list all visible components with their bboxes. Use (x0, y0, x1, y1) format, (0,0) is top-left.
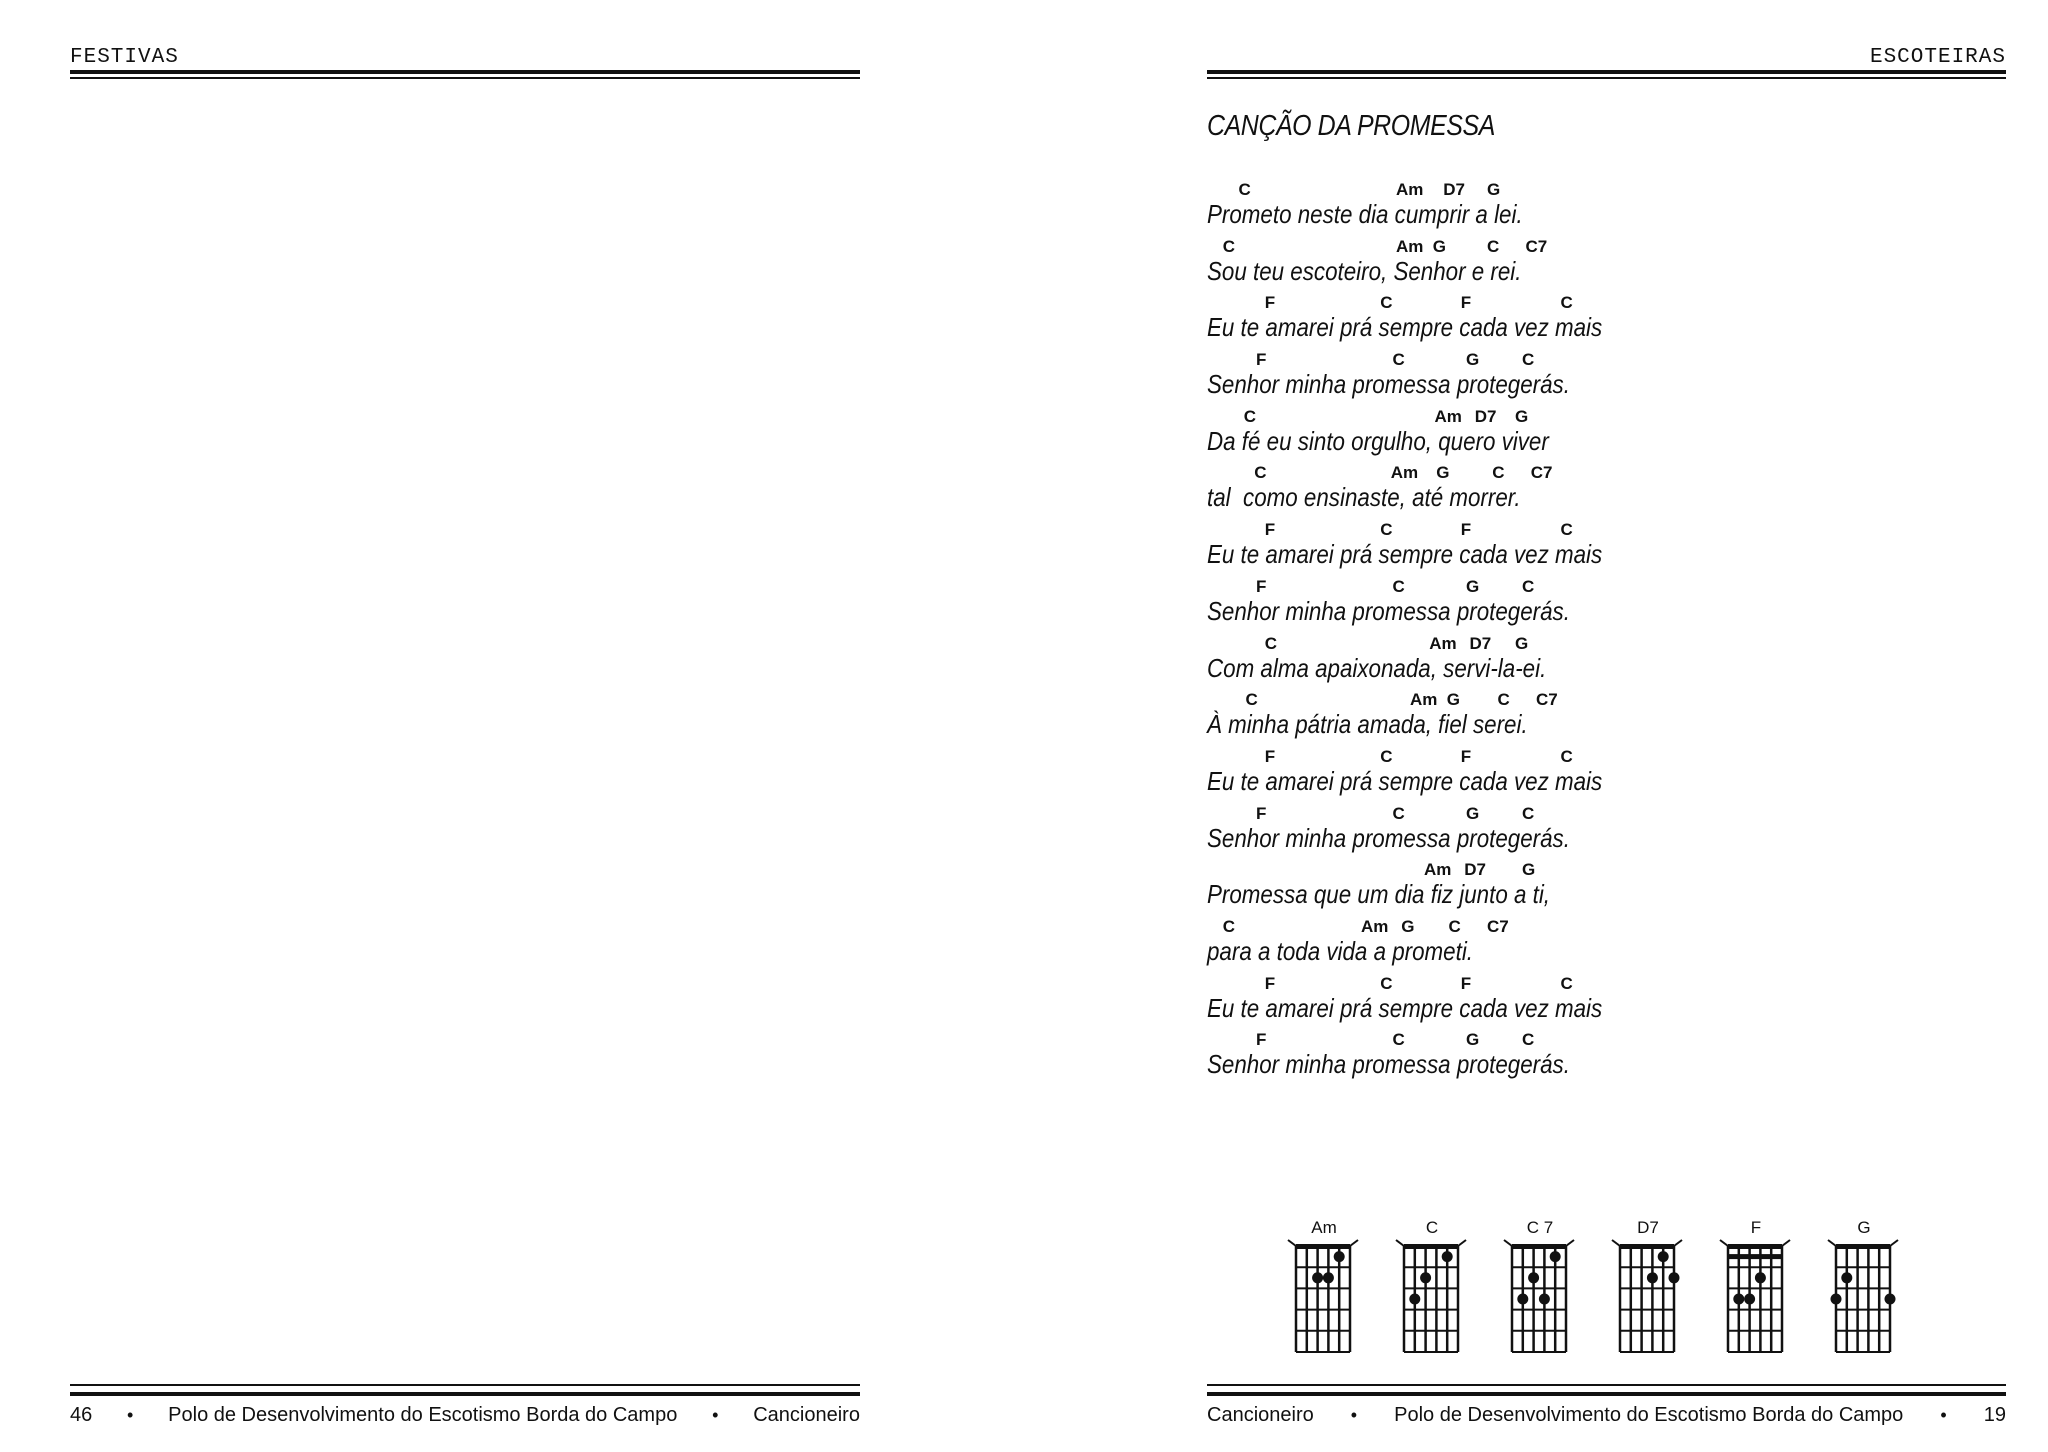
chord-label: C (1522, 576, 1535, 596)
chord-label: G (1446, 690, 1460, 710)
chord-label: F (1264, 746, 1276, 766)
chord-label: C (1392, 1030, 1405, 1050)
finger-dot (1550, 1251, 1561, 1262)
nut (1620, 1244, 1674, 1249)
chord-chart-name: F (1750, 1218, 1762, 1237)
chord-label: C (1487, 236, 1500, 256)
nut-flare (1566, 1240, 1574, 1246)
lyric-line: Eu te amarei prá sempre cada vez mais (1207, 992, 1603, 1023)
nut-flare (1396, 1240, 1404, 1246)
chord-label: F (1256, 350, 1267, 370)
chord-row (1207, 180, 1907, 200)
chord-label: C (1522, 350, 1535, 370)
chord-label: G (1432, 236, 1446, 256)
nut-flare (1782, 1240, 1790, 1246)
lyric-line: Senhor minha promessa protegerás. (1207, 369, 1570, 400)
chord-row (1207, 1030, 1907, 1050)
nut-flare (1612, 1240, 1620, 1246)
chord-label: C (1497, 690, 1510, 710)
chord-label: C (1560, 520, 1573, 540)
page-number: 19 (1983, 1404, 2006, 1426)
finger-dot (1420, 1272, 1431, 1283)
chord-chart (1610, 1218, 1686, 1358)
chord-label: C (1380, 293, 1393, 313)
nut (1296, 1244, 1350, 1249)
nut (1836, 1244, 1890, 1249)
page-number: 46 (70, 1404, 93, 1426)
chord-label: G (1466, 1030, 1480, 1050)
section-label: FESTIVAS (70, 46, 179, 69)
chord-row (1207, 463, 1907, 483)
book-title: Cancioneiro (753, 1404, 860, 1426)
chord-label: C (1222, 916, 1236, 936)
chord-label: C7 (1525, 236, 1548, 256)
chord-label: C (1243, 406, 1257, 426)
chord-label: C (1392, 803, 1405, 823)
nut (1728, 1244, 1782, 1249)
header-rule (1207, 70, 2006, 74)
chord-label: G (1466, 576, 1480, 596)
chord-label: C (1254, 463, 1267, 483)
nut-flare (1720, 1240, 1728, 1246)
chord-row (1207, 634, 1907, 654)
chord-label: Am (1396, 180, 1424, 199)
chord-label: C (1522, 803, 1535, 823)
finger-dot (1669, 1272, 1680, 1283)
chord-label: G (1436, 463, 1450, 483)
chord-chart (1718, 1218, 1794, 1358)
lyric-line: Eu te amarei prá sempre cada vez mais (1207, 312, 1603, 343)
lyric-line: Prometo neste dia cumprir a lei. (1207, 199, 1523, 229)
section-label: ESCOTEIRAS (1869, 46, 2006, 69)
finger-dot (1517, 1294, 1528, 1305)
verse-line (1207, 293, 1907, 350)
verse-line (1207, 747, 1907, 804)
lyric-line: Senhor minha promessa protegerás. (1207, 595, 1570, 626)
chord-label: C (1380, 746, 1393, 766)
footer-rule (70, 1392, 860, 1396)
chord-chart-name: G (1857, 1218, 1871, 1237)
fretboard-diagram (1718, 1236, 1794, 1356)
lyric-line: Da fé eu sinto orgulho, quero viver (1207, 425, 1549, 456)
nut-flare (1890, 1240, 1898, 1246)
finger-dot (1885, 1294, 1896, 1305)
chord-label: Am (1361, 916, 1389, 936)
nut (1404, 1244, 1458, 1249)
verse-line (1207, 974, 1907, 1031)
page-footer (1207, 1404, 2006, 1427)
page-footer (70, 1404, 860, 1427)
chord-label: F (1264, 520, 1276, 540)
footer-bullet: • (1940, 1405, 1947, 1425)
book-title: Cancioneiro (1207, 1404, 1314, 1426)
chord-label: Am (1434, 406, 1462, 426)
verse-line (1207, 1030, 1907, 1087)
chord-label: Am (1424, 860, 1452, 880)
chord-label: C (1522, 1030, 1535, 1050)
chord-label: G (1466, 350, 1480, 370)
chord-label: F (1256, 1030, 1267, 1050)
lyric-line: para a toda vida a prometi. (1207, 935, 1473, 966)
chord-row (1207, 747, 1907, 767)
chord-row (1207, 350, 1907, 370)
chord-row (1207, 520, 1907, 540)
chord-label: G (1487, 180, 1501, 199)
finger-dot (1755, 1272, 1766, 1283)
chord-chart (1502, 1218, 1578, 1358)
verse-line (1207, 463, 1907, 520)
chord-label: C (1245, 690, 1258, 710)
lyric-line: Senhor minha promessa protegerás. (1207, 1049, 1570, 1080)
chord-label: G (1522, 860, 1536, 880)
verse-line (1207, 804, 1907, 861)
chord-row (1207, 577, 1907, 597)
fretboard-diagram (1502, 1236, 1578, 1356)
chord-label: C (1560, 746, 1573, 766)
chord-label: F (1460, 746, 1472, 766)
lyric-line: Eu te amarei prá sempre cada vez mais (1207, 765, 1603, 796)
chord-label: D7 (1469, 633, 1492, 653)
chord-row (1207, 860, 1907, 880)
finger-dot (1312, 1272, 1323, 1283)
chord-label: C (1380, 973, 1393, 993)
chord-chart (1286, 1218, 1362, 1358)
chord-label: C7 (1487, 916, 1509, 936)
finger-dot (1323, 1272, 1334, 1283)
footer-rule (1207, 1392, 2006, 1396)
verse-line (1207, 690, 1907, 747)
header-rule-thin (1207, 77, 2006, 79)
verse-line (1207, 520, 1907, 577)
chord-label: D7 (1474, 406, 1497, 426)
finger-dot (1647, 1272, 1658, 1283)
finger-dot (1528, 1272, 1539, 1283)
chord-label: F (1256, 803, 1267, 823)
footer-bullet: • (127, 1405, 134, 1425)
nut-flare (1288, 1240, 1296, 1246)
finger-dot (1334, 1251, 1345, 1262)
chord-row (1207, 804, 1907, 824)
chord-row (1207, 917, 1907, 937)
chord-label: Am (1429, 633, 1457, 653)
chord-row (1207, 293, 1907, 313)
chord-label: F (1256, 576, 1267, 596)
chord-label: G (1515, 633, 1529, 653)
lyric-line: Sou teu escoteiro, Senhor e rei. (1207, 255, 1522, 286)
chord-label: C (1560, 973, 1573, 993)
chord-chart (1394, 1218, 1470, 1358)
header-rule (70, 70, 860, 74)
chord-label: C (1238, 180, 1251, 199)
finger-dot (1658, 1251, 1669, 1262)
lyric-line: Senhor minha promessa protegerás. (1207, 822, 1570, 853)
finger-dot (1733, 1294, 1744, 1305)
verse-line (1207, 917, 1907, 974)
finger-dot (1744, 1294, 1755, 1305)
song-title: CANÇÃO DA PROMESSA (1207, 110, 1495, 142)
chord-label: C (1392, 576, 1405, 596)
chord-label: C (1380, 520, 1393, 540)
song-lyrics (1207, 180, 1907, 1087)
fretboard-diagram (1394, 1236, 1470, 1356)
lyric-line: Com alma apaixonada, servi-la-ei. (1207, 652, 1547, 683)
chord-label: C (1448, 916, 1461, 936)
organization-name: Polo de Desenvolvimento do Escotismo Borda do Campo (1394, 1404, 1904, 1426)
footer-bullet: • (1350, 1405, 1358, 1425)
finger-dot (1831, 1294, 1842, 1305)
fretboard-diagram (1286, 1236, 1362, 1356)
finger-dot (1841, 1272, 1852, 1283)
footer-bullet: • (712, 1405, 719, 1425)
lyric-line: Promessa que um dia fiz junto a ti, (1207, 879, 1551, 910)
chord-label: C (1392, 350, 1405, 370)
header-rule-thin (70, 77, 860, 79)
footer-rule-thin (1207, 1384, 2006, 1386)
chord-chart-name: D7 (1637, 1218, 1659, 1237)
nut-flare (1828, 1240, 1836, 1246)
verse-line (1207, 180, 1907, 237)
organization-name: Polo de Desenvolvimento do Escotismo Borda do Campo (168, 1404, 678, 1426)
verse-line (1207, 237, 1907, 294)
chord-row (1207, 407, 1907, 427)
chord-label: G (1515, 406, 1529, 426)
chord-label: Am (1410, 690, 1438, 710)
nut-flare (1458, 1240, 1466, 1246)
chord-row (1207, 237, 1907, 257)
finger-dot (1409, 1294, 1420, 1305)
chord-label: F (1460, 973, 1472, 993)
chord-row (1207, 690, 1907, 710)
nut-flare (1504, 1240, 1512, 1246)
nut (1512, 1244, 1566, 1249)
verse-line (1207, 860, 1907, 917)
right-page (1024, 0, 2048, 1452)
chord-label: C7 (1536, 690, 1558, 710)
finger-dot (1539, 1294, 1550, 1305)
lyric-line: À minha pátria amada, fiel serei. (1207, 709, 1528, 740)
chord-label: D7 (1443, 180, 1465, 199)
nut-flare (1350, 1240, 1358, 1246)
verse-line (1207, 577, 1907, 634)
chord-label: F (1460, 293, 1472, 313)
chord-charts (1286, 1218, 1946, 1358)
chord-chart-name: C 7 (1526, 1218, 1554, 1237)
chord-label: Am (1390, 463, 1419, 483)
chord-label: C (1492, 463, 1505, 483)
barre-bar (1728, 1254, 1782, 1259)
verse-line (1207, 407, 1907, 464)
chord-label: F (1264, 293, 1276, 313)
chord-row (1207, 974, 1907, 994)
chord-label: C (1222, 236, 1236, 256)
chord-label: F (1460, 520, 1472, 540)
lyric-line: tal como ensinaste, até morrer. (1207, 482, 1521, 513)
chord-label: F (1264, 973, 1276, 993)
lyric-line: Eu te amarei prá sempre cada vez mais (1207, 539, 1603, 570)
chord-label: G (1466, 803, 1480, 823)
chord-label: Am (1396, 236, 1424, 256)
footer-rule-thin (70, 1384, 860, 1386)
verse-line (1207, 350, 1907, 407)
chord-chart (1826, 1218, 1902, 1358)
nut-flare (1674, 1240, 1682, 1246)
chord-label: C7 (1530, 463, 1553, 483)
verse-line (1207, 634, 1907, 691)
chord-chart-name: Am (1311, 1218, 1337, 1237)
chord-label: C (1264, 633, 1278, 653)
chord-label: G (1401, 916, 1415, 936)
fretboard-diagram (1826, 1236, 1902, 1356)
fretboard-diagram (1610, 1236, 1686, 1356)
chord-label: C (1560, 293, 1573, 313)
chord-chart-name: C (1425, 1218, 1439, 1237)
chord-label: D7 (1464, 860, 1486, 880)
finger-dot (1442, 1251, 1453, 1262)
